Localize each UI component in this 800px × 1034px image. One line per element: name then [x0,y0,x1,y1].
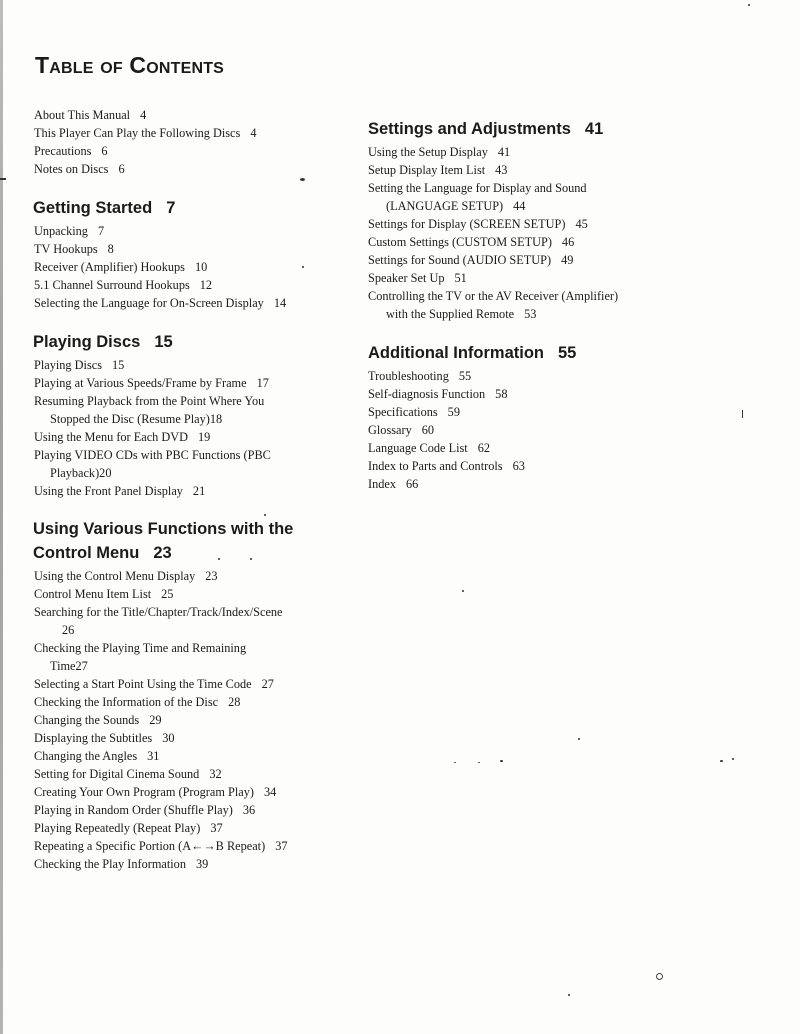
toc-entry-continuation[interactable] [386,307,536,321]
toc-entry[interactable] [368,289,618,303]
toc-entry-page: 8 [107,242,114,256]
toc-entry[interactable] [368,145,510,159]
toc-entry-page: 12 [199,278,213,292]
toc-entry-label: Speaker Set Up [368,271,445,285]
toc-entry[interactable] [34,484,205,498]
toc-entry-label: Repeating a Specific Portion (A←→B Repeat) [34,839,266,853]
toc-entry-page: 26 [62,623,75,637]
toc-entry[interactable] [368,423,434,437]
toc-entry[interactable] [368,235,574,249]
toc-entry-page: 37 [210,821,223,835]
toc-entry-page: 17 [256,376,269,390]
toc-entry[interactable] [34,376,269,390]
toc-entry-label: Time [50,659,76,673]
section-heading-page: 23 [153,544,172,562]
scan-speck [462,590,464,592]
toc-entry-label: with the Supplied Remote [386,307,515,321]
section-heading-page: 41 [584,120,604,138]
scan-speck [578,738,580,740]
section-heading-label: Additional Information [368,344,544,362]
toc-entry[interactable] [34,126,256,140]
toc-entry[interactable] [368,369,471,383]
toc-entry-label: About This Manual [34,108,131,122]
toc-entry[interactable] [34,821,223,835]
page-edge-shadow [0,0,3,1034]
toc-entry[interactable] [34,587,173,601]
toc-entry-label: Glossary [368,423,412,437]
toc-entry-page: 43 [495,163,508,177]
toc-entry-label: TV Hookups [34,242,98,256]
toc-entry-label: Controlling the TV or the AV Receiver (Amplifier) [368,289,619,303]
toc-entry-continuation[interactable] [386,199,525,213]
toc-entry-page: 29 [149,713,162,727]
toc-entry-label: Setting for Digital Cinema Sound [34,767,200,781]
toc-entry-label: Language Code List [368,441,468,455]
section-heading-control-menu[interactable] [33,520,293,539]
section-heading-control-menu-line2[interactable] [33,544,172,563]
toc-entry-label: Searching for the Title/Chapter/Track/Index/Scene [34,605,283,619]
toc-entry-label: 5.1 Channel Surround Hookups [34,278,190,292]
toc-entry-label: Setup Display Item List [368,163,486,177]
toc-entry-page: 31 [147,749,160,763]
toc-entry-page: 62 [477,441,491,455]
section-heading-additional-information[interactable] [368,344,576,363]
toc-entry-label: Checking the Playing Time and Remaining [34,641,247,655]
toc-entry-label: Using the Front Panel Display [34,484,183,498]
toc-entry[interactable] [34,749,159,763]
toc-entry-label: Checking the Play Information [34,857,186,871]
toc-entry[interactable] [34,767,222,781]
toc-entry-page: 66 [406,477,419,491]
toc-entry-label: Control Menu Item List [34,587,152,601]
toc-entry[interactable] [34,641,246,655]
toc-entry-continuation[interactable] [50,466,111,480]
toc-entry[interactable] [34,803,255,817]
toc-entry[interactable] [34,162,125,176]
scan-speck [748,4,750,6]
section-heading-label: Settings and Adjustments [368,120,571,138]
toc-entry-label: Playback) [50,466,100,480]
scan-speck [454,762,456,763]
toc-entry[interactable] [368,163,507,177]
toc-entry[interactable] [34,224,104,238]
toc-entry[interactable] [34,857,208,871]
toc-entry-page: 6 [118,162,125,176]
toc-entry[interactable] [34,108,146,122]
toc-entry-label: Receiver (Amplifier) Hookups [34,260,185,274]
toc-entry-page: 18 [209,412,223,426]
toc-entry[interactable] [34,731,174,745]
toc-entry[interactable] [34,448,271,462]
toc-entry-label: Changing the Angles [34,749,138,763]
toc-entry-label: Playing at Various Speeds/Frame by Frame [34,376,247,390]
toc-entry-page: 4 [250,126,257,140]
section-heading-page: 55 [557,344,577,362]
toc-entry[interactable] [368,253,573,267]
toc-entry-page: 10 [194,260,208,274]
scan-speck [300,178,305,181]
toc-entry[interactable] [34,358,124,372]
toc-entry-label: Checking the Information of the Disc [34,695,219,709]
toc-entry[interactable] [34,677,274,691]
toc-entry-page: 21 [192,484,206,498]
toc-entry-page: 58 [495,387,508,401]
scan-speck [720,760,723,762]
section-heading-page: 15 [154,333,173,351]
section-heading-label: Getting Started [33,199,153,217]
toc-entry-label: Index [368,477,396,491]
toc-entry-label: Resuming Playback from the Point Where You [34,394,265,408]
toc-entry-page: 37 [275,839,288,853]
scan-speck [732,758,734,760]
toc-entry-page: 19 [198,430,211,444]
section-heading-getting-started[interactable] [33,199,175,218]
toc-entry-page: 30 [162,731,175,745]
scan-speck [478,762,480,763]
toc-entry-page: 36 [242,803,256,817]
toc-entry-page: 25 [161,587,174,601]
toc-entry-page: 60 [421,423,435,437]
toc-entry-page: 32 [209,767,222,781]
toc-entry-label: Stopped the Disc (Resume Play) [50,412,210,426]
toc-entry-page: 51 [454,271,467,285]
scan-speck [568,994,570,996]
toc-entry-page: 14 [273,296,287,310]
toc-entry[interactable] [34,296,286,310]
toc-entry[interactable] [368,181,587,195]
toc-entry-label: Selecting the Language for On-Screen Display [34,296,264,310]
toc-entry-page: 4 [140,108,147,122]
toc-entry[interactable] [368,217,588,231]
toc-entry[interactable] [34,278,212,292]
toc-entry-label: Selecting a Start Point Using the Time Code [34,677,252,691]
toc-entry-page: 45 [575,217,588,231]
toc-entry-continuation[interactable] [50,659,88,673]
toc-entry-page: 59 [447,405,460,419]
toc-entry-page: 6 [101,144,108,158]
toc-entry-label: Playing VIDEO CDs with PBC Functions (PBC [34,448,271,462]
toc-entry[interactable] [34,713,162,727]
toc-entry[interactable] [34,144,108,158]
toc-entry-label: Playing in Random Order (Shuffle Play) [34,803,233,817]
toc-entry-label: Self-diagnosis Function [368,387,486,401]
toc-entry[interactable] [34,605,283,619]
toc-entry-page: 44 [513,199,526,213]
toc-entry-label: Troubleshooting [368,369,449,383]
toc-entry-label: Specifications [368,405,438,419]
section-heading-label: Using Various Functions with the [33,520,294,538]
toc-entry[interactable] [34,695,240,709]
toc-entry-label: Setting the Language for Display and Sound [368,181,587,195]
scan-speck [500,760,503,762]
toc-entry-label: Playing Repeatedly (Repeat Play) [34,821,201,835]
toc-entry-label: Precautions [34,144,92,158]
section-heading-settings[interactable] [368,120,603,139]
scan-speck [250,558,252,560]
section-heading-page: 7 [166,199,176,217]
toc-entry-label: This Player Can Play the Following Discs [34,126,241,140]
toc-entry-continuation[interactable] [62,623,74,637]
toc-entry-label: (LANGUAGE SETUP) [386,199,504,213]
toc-entry-page: 34 [263,785,277,799]
toc-entry[interactable] [368,271,467,285]
toc-entry-page: 55 [458,369,472,383]
toc-entry-page: 49 [561,253,574,267]
toc-entry-page: 15 [111,358,125,372]
page-title: Table of Contents [35,52,225,78]
toc-entry-label: Notes on Discs [34,162,109,176]
section-heading-label: Control Menu [33,544,140,562]
toc-entry-label: Settings for Display (SCREEN SETUP) [368,217,566,231]
section-heading-label: Playing Discs [33,333,141,351]
toc-entry-page: 28 [228,695,241,709]
page-edge-mark [0,178,6,180]
toc-entry-label: Unpacking [34,224,88,238]
toc-entry[interactable] [34,839,288,853]
toc-entry[interactable] [368,459,525,473]
toc-entry-label: Displaying the Subtitles [34,731,153,745]
section-heading-playing-discs[interactable] [33,333,173,352]
toc-entry-page: 27 [261,677,274,691]
toc-entry[interactable] [34,242,114,256]
toc-entry-page: 27 [75,659,88,673]
scan-speck [656,973,663,980]
toc-entry-continuation[interactable] [50,412,222,426]
toc-entry-label: Using the Menu for Each DVD [34,430,189,444]
scan-speck [264,514,266,516]
scan-speck [302,266,304,268]
toc-entry-page: 63 [512,459,525,473]
toc-entry[interactable] [34,785,276,799]
toc-entry-label: Using the Control Menu Display [34,569,196,583]
toc-entry-label: Creating Your Own Program (Program Play) [34,785,254,799]
toc-entry[interactable] [368,405,460,419]
toc-entry[interactable] [368,477,418,491]
toc-entry-page: 23 [205,569,218,583]
toc-entry[interactable] [368,387,507,401]
toc-entry-label: Using the Setup Display [368,145,488,159]
toc-entry-label: Custom Settings (CUSTOM SETUP) [368,235,552,249]
toc-entry-page: 7 [97,224,105,238]
toc-entry[interactable] [34,260,207,274]
toc-entry[interactable] [34,569,218,583]
toc-entry[interactable] [34,394,264,408]
toc-entry-page: 46 [561,235,575,249]
toc-entry-label: Settings for Sound (AUDIO SETUP) [368,253,552,267]
scan-speck [742,410,743,418]
toc-entry-page: 41 [497,145,511,159]
toc-entry[interactable] [368,441,490,455]
toc-entry[interactable] [34,430,210,444]
toc-entry-page: 20 [99,466,112,480]
toc-entry-label: Playing Discs [34,358,102,372]
toc-entry-page: 53 [524,307,537,321]
scan-speck [218,558,220,560]
toc-entry-page: 39 [195,857,209,871]
toc-entry-label: Index to Parts and Controls [368,459,503,473]
toc-entry-label: Changing the Sounds [34,713,140,727]
